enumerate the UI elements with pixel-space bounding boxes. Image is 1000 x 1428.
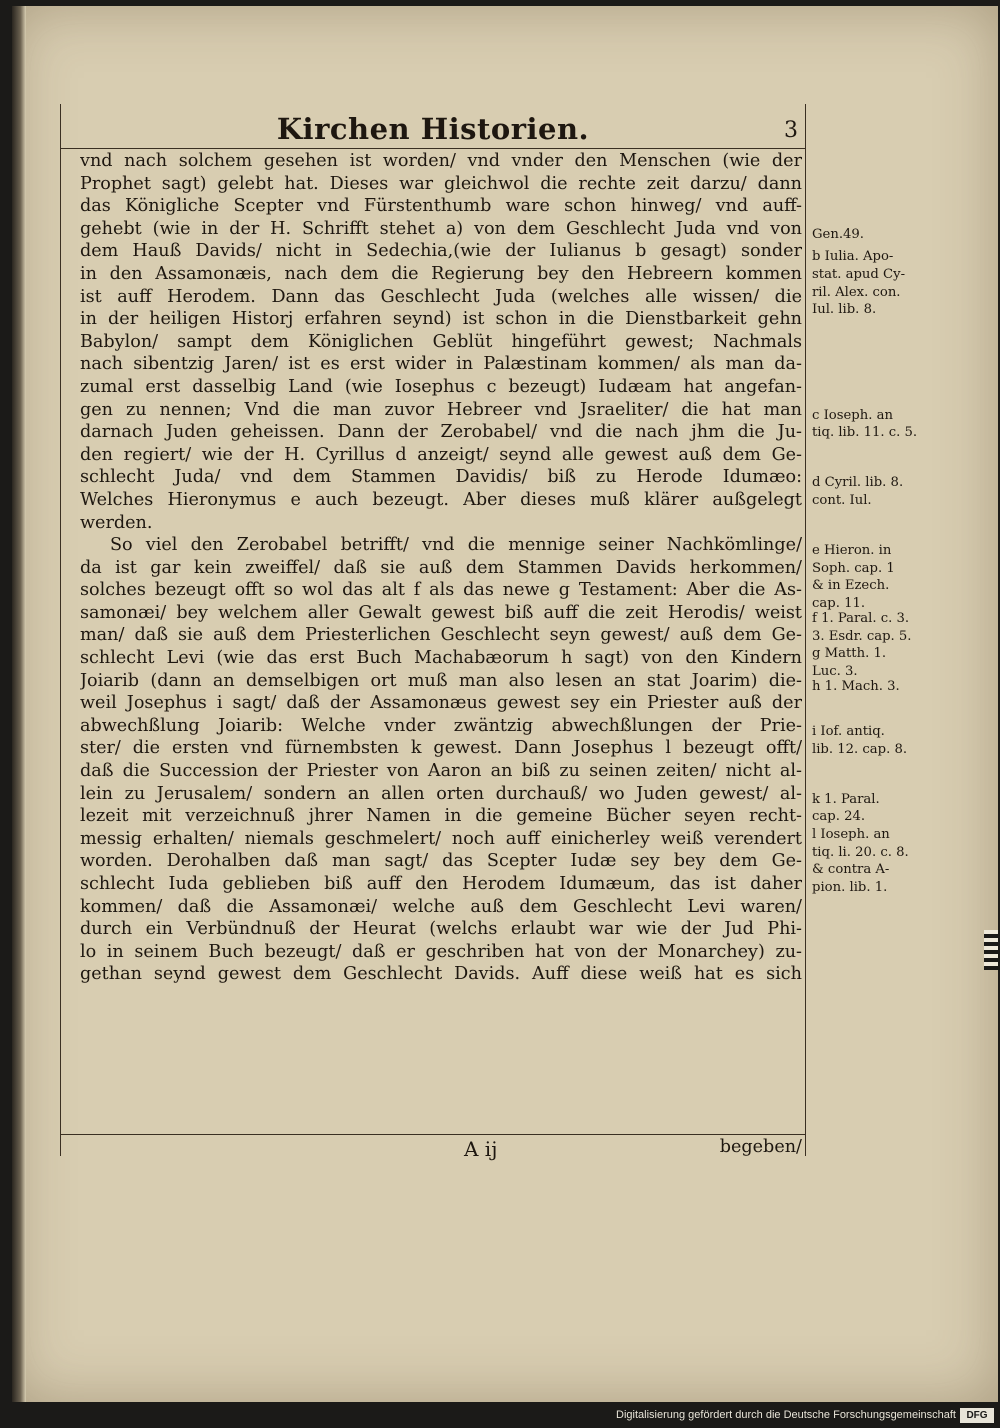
text-line: in den Assamonæis, nach dem die Regierung bey den Hebreern kommen [80, 263, 802, 284]
signature-line [60, 1137, 806, 1167]
page-gutter-shadow [12, 6, 26, 1402]
margin-note-line: stat. apud Cy- [812, 266, 906, 282]
margin-note-line: & contra A- [812, 862, 890, 878]
text-line: zumal erst dasselbig Land (wie Iosephus c bezeugt) Iudæam hat angefan- [80, 376, 802, 397]
margin-note [812, 723, 972, 758]
margin-note-line: h 1. Mach. 3. [812, 678, 900, 694]
text-line: den regiert/ wie der H. Cyrillus d anzeigt/ seynd alle gewest auß dem Ge- [80, 444, 802, 465]
margin-note-line: Soph. cap. 1 [812, 560, 895, 576]
text-line: weil Josephus i sagt/ daß der Assamonæus gewest sey ein Priester auß der [80, 693, 802, 714]
margin-note-line: e Hieron. in [812, 543, 892, 559]
margin-note-line: ril. Alex. con. [812, 284, 901, 300]
text-line: kommen/ daß die Assamonæi/ welche auß dem Geschlecht Levi waren/ [80, 896, 802, 917]
margin-note-line: k 1. Paral. [812, 791, 880, 807]
text-line: schlecht Levi (wie das erst Buch Machabæorum h sagt) von den Kindern [80, 648, 802, 669]
header-rule [60, 148, 806, 149]
margin-note [812, 610, 972, 680]
text-line: dem Hauß Davids/ nicht in Sedechia,(wie der Iulianus b gesagt) sonder [80, 241, 802, 262]
text-line: lein zu Jerusalem/ sondern an allen orten durchauß/ wo Juden gewest/ al- [80, 783, 802, 804]
margin-note-line: Luc. 3. [812, 663, 858, 679]
digitization-footer [0, 1404, 1000, 1428]
text-line: samonæi/ bey welchem aller Gewalt gewest biß auff die zeit Herodis/ weist [80, 602, 802, 623]
margin-note-line: cap. 11. [812, 595, 866, 611]
footer-rule [60, 1134, 806, 1135]
page-number: 3 [784, 118, 798, 143]
margin-note-line: tiq. lib. 11. c. 5. [812, 425, 918, 441]
page-edge-marks [984, 930, 998, 970]
text-line: da ist gar kein zweiffel/ daß sie auß dem Stammen Davids herkommen/ [80, 557, 802, 578]
text-line: das Königliche Scepter vnd Fürstenthumb ware schon hinweg/ vnd auff- [80, 196, 802, 217]
margin-note-line: b Iulia. Apo- [812, 249, 894, 265]
margin-note-line: tiq. li. 20. c. 8. [812, 844, 909, 860]
dfg-logo-icon: DFG [960, 1408, 994, 1423]
margin-note-line: 3. Esdr. cap. 5. [812, 628, 912, 644]
margin-note-line: Iul. lib. 8. [812, 302, 877, 318]
text-line: gehebt (wie in der H. Schrifft stehet a) von dem Geschlecht Juda vnd von [80, 218, 802, 239]
text-line: So viel den Zerobabel betrifft/ vnd die mennige seiner Nachkömlinge/ [110, 535, 802, 556]
margin-note [812, 474, 972, 509]
margin-note-line: Gen.49. [812, 226, 864, 242]
running-head-title: Kirchen Historien. [276, 112, 590, 146]
running-head [60, 108, 806, 148]
margin-note-line: l Ioseph. an [812, 826, 890, 842]
text-line: worden. Derohalben daß man sagt/ das Scepter Iudæ sey bey dem Ge- [80, 851, 802, 872]
margin-note [812, 791, 972, 897]
margin-note [812, 407, 972, 442]
text-line: in der heiligen Historj erfahren seynd) ist schon in die Dienstbarkeit gehn [80, 309, 802, 330]
text-line: Prophet sagt) gelebt hat. Dieses war gleichwol die rechte zeit darzu/ dann [80, 173, 802, 194]
margin-note [812, 678, 972, 696]
margin-note-line: cap. 24. [812, 809, 866, 825]
text-line: schlecht Iuda geblieben biß auff den Herodem Idumæum, das ist daher [80, 874, 802, 894]
text-line: Welches Hieronymus e auch bezeugt. Aber dieses muß klärer außgelegt [80, 489, 802, 510]
margin-note-line: i Iof. antiq. [812, 724, 885, 739]
text-line: lezeit mit verzeichnuß jhrer Namen in die gemeine Bücher seyen recht- [80, 806, 802, 827]
margin-note [812, 226, 972, 244]
text-line: solches bezeugt offt so wol das alt f als das newe g Testament: Aber die As- [80, 580, 802, 601]
margin-note-line: pion. lib. 1. [812, 879, 888, 895]
margin-note [812, 248, 972, 318]
text-line: Babylon/ sampt dem Königlichen Geblüt hingeführt gewest; Nachmals [80, 331, 802, 352]
text-line: ist auff Herodem. Dann das Geschlecht Juda (welches alle wissen/ die [80, 286, 802, 307]
margin-note-line: cont. Iul. [812, 492, 872, 508]
text-line: man/ daß sie auß dem Priesterlichen Geschlecht seyn gewest/ auß dem Ge- [80, 625, 802, 646]
body-text [80, 150, 802, 986]
margin-note [812, 542, 972, 612]
margin-note-line: g Matth. 1. [812, 646, 887, 662]
text-line: darnach Juden geheissen. Dann der Zerobabel/ vnd die nach jhm die Ju- [80, 422, 802, 443]
text-line: gethan seynd gewest dem Geschlecht Davids. Auff diese weiß hat es sich [80, 964, 802, 985]
footer-credit: Digitalisierung gefördert durch die Deutsche Forschungsgemeinschaft [616, 1409, 956, 1421]
catchword: begeben/ [719, 1137, 802, 1157]
margin-note-line: d Cyril. lib. 8. [812, 475, 904, 491]
text-line: abwechßlung Joiarib: Welche vnder zwäntzig abwechßlungen der Prie- [80, 715, 802, 736]
text-line: ster/ die ersten vnd fürnembsten k gewest. Dann Josephus l bezeugt offt/ [80, 738, 802, 759]
text-line: vnd nach solchem gesehen ist worden/ vnd vnder den Menschen (wie der [80, 151, 802, 171]
text-line: nach sibentzig Jaren/ ist es erst wider in Palæstinam kommen/ als man da- [80, 354, 802, 375]
text-line: gen zu nennen; Vnd die man zuvor Hebreer vnd Jsraeliter/ die hat man [80, 399, 802, 420]
margin-note-line: & in Ezech. [812, 578, 890, 594]
text-line: Joiarib (dann an demselbigen ort muß man also lesen an stat Joarim) die- [80, 670, 802, 691]
text-line: werden. [80, 512, 153, 533]
margin-note-line: c Ioseph. an [812, 407, 893, 423]
text-line: durch ein Verbündnuß der Heurat (welchs erlaubt war wie der Jud Phi- [80, 919, 802, 940]
text-line: daß die Succession der Priester von Aaron an biß zu seinen zeiten/ nicht al- [80, 761, 802, 782]
margin-note-line: f 1. Paral. c. 3. [812, 611, 910, 626]
text-line: lo in seinem Buch bezeugt/ daß er geschriben hat von der Monarchey) zu- [80, 941, 802, 962]
margin-note-line: lib. 12. cap. 8. [812, 741, 908, 757]
text-line: schlecht Juda/ vnd dem Stammen Davidis/ biß zu Herode Idumæo: [80, 467, 802, 488]
signature-mark: A ij [464, 1137, 498, 1161]
text-line: messig erhalten/ niemals geschmelert/ noch auff einicherley weiß verendert [80, 828, 802, 849]
